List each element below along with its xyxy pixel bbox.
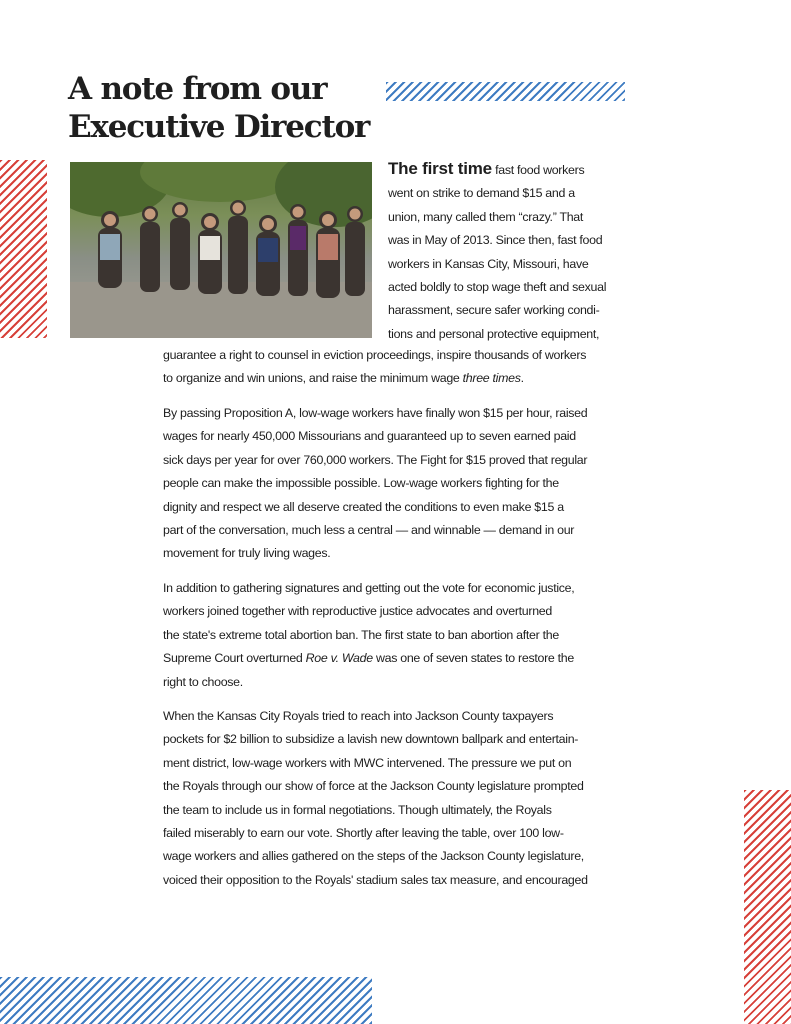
- intro-line: guarantee a right to counsel in eviction proceedings, inspire thousands of workers: [163, 348, 587, 362]
- paragraph-line: ment district, low-wage workers with MWC intervened. The pressure we put on: [163, 755, 572, 770]
- blue-stripe-banner-top: [386, 82, 625, 101]
- group-photo-illustration: [70, 162, 372, 338]
- red-stripe-bar-right: [744, 790, 791, 1024]
- intro-line: was in May of 2013. Since then, fast food: [388, 233, 603, 248]
- paragraph-line: dignity and respect we all deserve created the conditions to even make $15 a: [163, 499, 564, 514]
- paragraph-royals-stadium: [163, 705, 629, 892]
- paragraph-line: the state's extreme total abortion ban. The first state to ban abortion after the: [163, 627, 559, 642]
- intro-wrapped-text: [388, 157, 628, 346]
- intro-line: [163, 367, 629, 390]
- paragraph-line: failed miserably to earn our vote. Shortly after leaving the table, over 100 low-: [163, 826, 564, 841]
- intro-line: went on strike to demand $15 and a: [388, 186, 575, 201]
- paragraph-line: the Royals through our show of force at the Jackson County legislature prompted: [163, 779, 584, 794]
- title-line-1: A note from our: [68, 71, 327, 107]
- intro-emphasis: three times: [462, 371, 521, 386]
- intro-text-segment: .: [520, 371, 524, 386]
- paragraph-line: wages for nearly 450,000 Missourians and guaranteed up to seven earned paid: [163, 429, 576, 444]
- paragraph-line: wage workers and allies gathered on the steps of the Jackson County legislature,: [163, 849, 584, 864]
- intro-line: harassment, secure safer working condi-: [388, 303, 600, 318]
- paragraph-line: part of the conversation, much less a central — and winnable — demand in our: [163, 523, 575, 538]
- paragraph-line: movement for truly living wages.: [163, 546, 331, 561]
- intro-line: tions and personal protective equipment,: [388, 326, 600, 341]
- page-title: [68, 70, 369, 146]
- title-line-2: Executive Director: [68, 109, 370, 145]
- paragraph-line: the team to include us in formal negotiations. Though ultimately, the Royals: [163, 802, 552, 817]
- intro-lead: The first time: [388, 159, 492, 178]
- paragraph-text-segment: was one of seven states to restore the: [372, 651, 574, 666]
- intro-text-segment: to organize and win unions, and raise the minimum wage: [163, 371, 463, 386]
- red-stripe-bar-left: [0, 160, 47, 338]
- intro-line: acted boldly to stop wage theft and sexual: [388, 280, 607, 295]
- paragraph-line: right to choose.: [163, 674, 243, 689]
- paragraph-abortion-ban: [163, 577, 629, 694]
- paragraph-line: pockets for $2 billion to subsidize a lavish new downtown ballpark and entertain-: [163, 732, 579, 747]
- intro-line: union, many called them “crazy.” That: [388, 209, 584, 224]
- group-photo-image: [70, 162, 372, 338]
- case-name-emphasis: Roe v. Wade: [305, 651, 373, 666]
- paragraph-text-segment: Supreme Court overturned: [163, 651, 306, 666]
- paragraph-line: When the Kansas City Royals tried to reach into Jackson County taxpayers: [163, 709, 554, 723]
- intro-continuation: [163, 344, 629, 391]
- paragraph-line: In addition to gathering signatures and getting out the vote for economic justice,: [163, 581, 575, 595]
- paragraph-line: By passing Proposition A, low-wage workers have finally won $15 per hour, raised: [163, 406, 588, 420]
- paragraph-line: voiced their opposition to the Royals' stadium sales tax measure, and encouraged: [163, 872, 588, 887]
- paragraph-line: workers joined together with reproductive justice advocates and overturned: [163, 604, 552, 619]
- paragraph-line: [163, 647, 629, 670]
- paragraph-line: people can make the impossible possible. Low-wage workers fighting for the: [163, 476, 559, 491]
- intro-line-1: [388, 157, 628, 182]
- intro-line: workers in Kansas City, Missouri, have: [388, 256, 589, 271]
- blue-stripe-bar-bottom: [0, 977, 372, 1024]
- paragraph-proposition-a: [163, 402, 629, 566]
- intro-line-1-rest: fast food workers: [491, 163, 585, 177]
- paragraph-line: sick days per year for over 760,000 workers. The Fight for $15 proved that regular: [163, 452, 588, 467]
